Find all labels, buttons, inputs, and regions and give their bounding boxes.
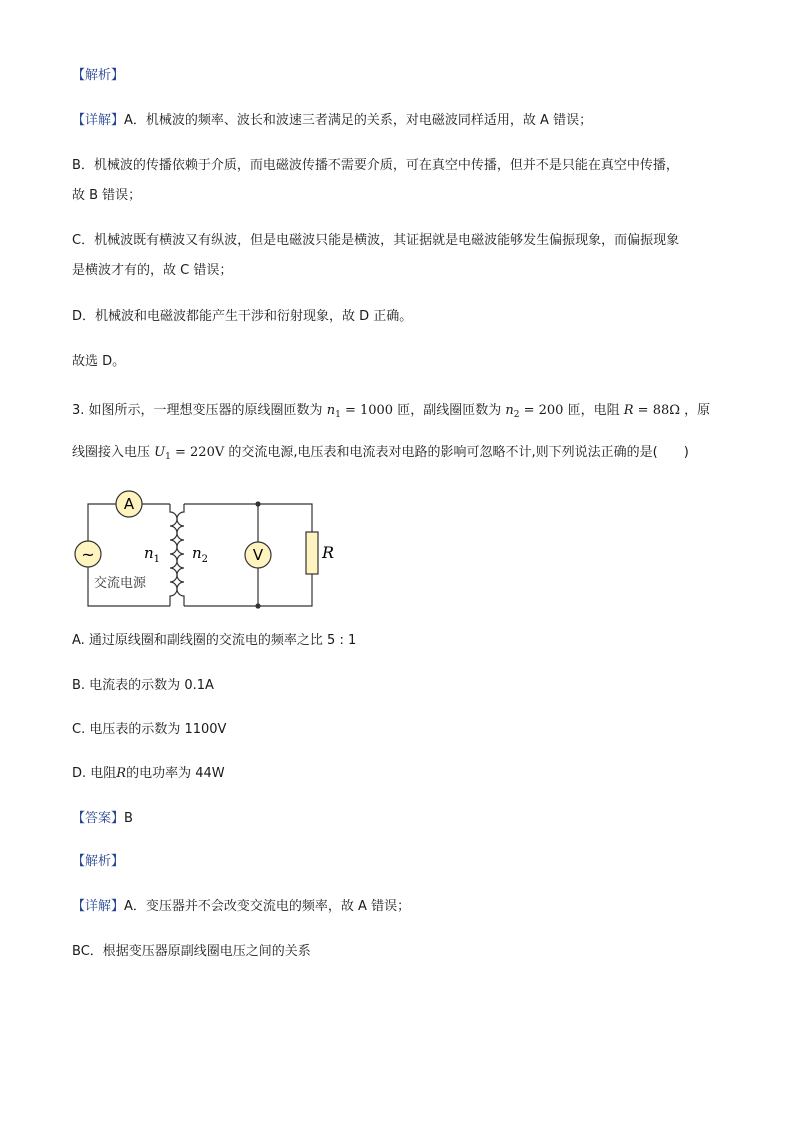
option-c: C. 电压表的示数为 1100V [72,722,227,737]
detail-b-line1: B．机械波的传播依赖于介质，而电磁波传播不需要介质，可在真空中传播，但并不是只能在真空中传播， [72,158,679,173]
detail-a-text: A．机械波的频率、波长和波速三者满足的关系，对电磁波同样适用，故 A 错误； [124,113,593,128]
option-b: B. 电流表的示数为 0.1A [72,678,214,693]
option-d-text-2: 的电功率为 44W [126,766,225,781]
secondary-coil [177,504,184,606]
junction-top [255,501,260,506]
ac-source-label: 交流电源 [94,576,147,591]
primary-coil [170,504,177,606]
resistor-label: R [322,543,335,562]
q3-text-3: 匝，电阻 [567,403,620,418]
ammeter-label: A [123,495,135,513]
option-d-r-symbol: R [116,766,127,781]
q3-text-2: 匝，副线圈匝数为 [397,403,502,418]
resistor [306,532,318,574]
ac-source-symbol: ~ [81,545,95,564]
option-d-text-1: D. 电阻 [72,766,117,781]
detail-d: D．机械波和电磁波都能产生干涉和衍射现象，故 D 正确。 [72,309,413,324]
detail-a [72,112,592,130]
answer-label: 【答案】 [72,811,125,826]
u1-formula: $U_1 = 220V$ [154,445,225,462]
q3-text-6: 的交流电源,电压表和电流表对电路的影响可忽略不计,则下列说法正确的是( ) [228,445,689,460]
n1-label: $n_1$ [144,544,161,565]
r-formula: R = 88Ω [623,403,681,418]
option-a: A. 通过原线圈和副线圈的交流电的频率之比 5 : 1 [72,633,357,648]
detail2-a-text: A．变压器并不会改变交流电的频率，故 A 错误； [124,899,411,914]
question-3-line1 [72,402,710,424]
detail-c-line2: 是横波才有的，故 C 错误； [72,263,233,278]
q3-text-5: 线圈接入电压 [72,445,151,460]
q3-text-1: 3. 如图所示，一理想变压器的原线圈匝数为 [72,403,323,418]
detail-c-line1: C．机械波既有横波又有纵波，但是电磁波只能是横波，其证据就是电磁波能够发生偏振现象，而偏振现象 [72,233,680,248]
conclusion: 故选 D。 [72,354,126,369]
n2-label: $n_2$ [192,544,209,565]
junction-bottom [255,603,260,608]
detail-heading-2: 【详解】 [72,899,125,914]
n2-formula: $n_2 = 200$ [505,403,564,420]
answer-value: B [124,811,133,826]
transformer-circuit-diagram [72,488,335,616]
question-3-line2 [72,444,689,466]
n1-formula: $n_1 = 1000$ [326,403,394,420]
detail-heading: 【详解】 [72,113,125,128]
analysis-heading-2: 【解析】 [72,854,125,869]
detail2-bc: BC．根据变压器原副线圈电压之间的关系 [72,944,311,959]
detail2-a [72,898,410,916]
analysis-heading: 【解析】 [72,68,125,83]
voltmeter-label: V [252,546,264,564]
answer [72,810,133,828]
detail-b-line2: 故 B 错误； [72,188,142,203]
option-d [72,765,225,783]
q3-text-4: ，原 [684,403,711,418]
